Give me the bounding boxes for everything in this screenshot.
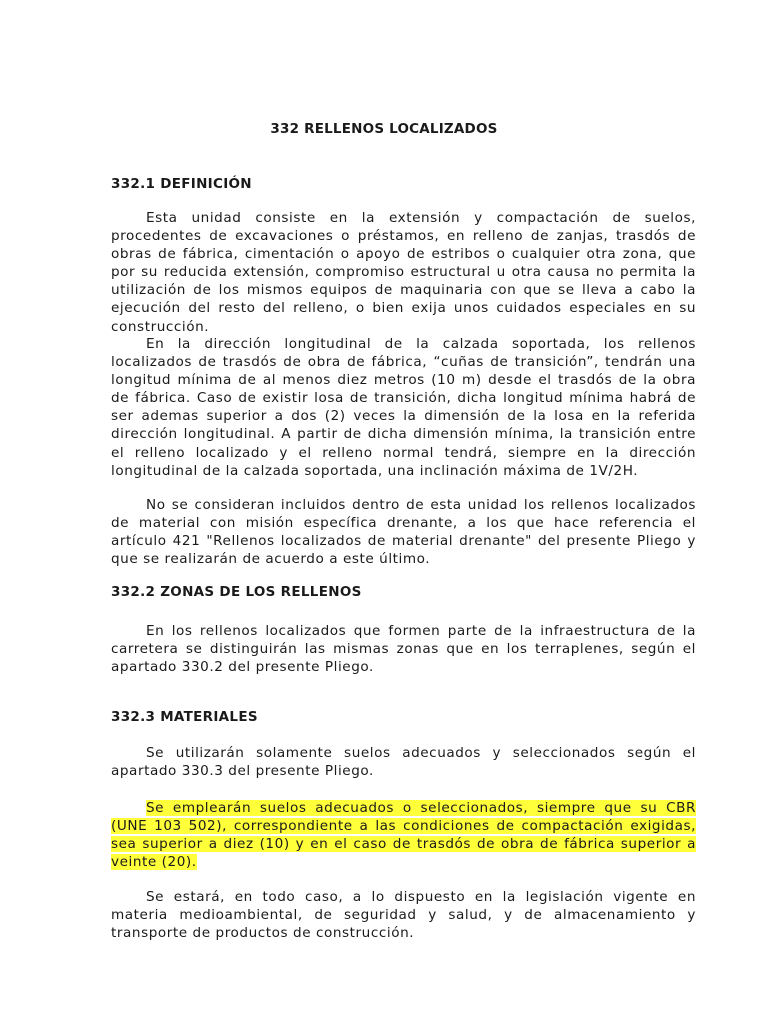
page-title: 332 RELLENOS LOCALIZADOS (270, 121, 498, 137)
section-heading-zonas: 332.2 ZONAS DE LOS RELLENOS (111, 584, 362, 600)
paragraph-definicion-2: En la dirección longitudinal de la calzada soportada, los rellenos localizados de trasdós de obra de fábrica, “cuñas de transición”, tendrán una longitud mínima de al menos diez metros (10 m) desde el trasdós de la obra de fábrica. Caso de existir losa de transición, dicha longitud mínima habrá de ser ademas superior a dos (2) veces la dimensión de la losa en la referida dirección longitudinal. A partir de dicha dimensión mínima, la transición entre el relleno localizado y el relleno normal tendrá, siempre en la dirección longitudinal de la calzada soportada, una inclinación máxima de 1V/2H. (111, 336, 696, 479)
section-heading-definicion: 332.1 DEFINICIÓN (111, 176, 252, 192)
paragraph-definicion-1: Esta unidad consiste en la extensión y compactación de suelos, procedentes de excavaciones o préstamos, en relleno de zanjas, trasdós de obras de fábrica, cimentación o apoyo de estribos o cualquier otra zona, que por su reducida extensión, compromiso estructural u otra causa no permita la utilización de los mismos equipos de maquinaria con que se lleva a cabo la ejecución del resto del relleno, o bien exija unos cuidados especiales en su construcción. (111, 210, 696, 335)
paragraph-zonas-1: En los rellenos localizados que formen parte de la infraestructura de la carretera se distinguirán las mismas zonas que en los terraplenes, según el apartado 330.2 del presente Pliego. (111, 623, 696, 676)
paragraph-materiales-2-highlighted (111, 799, 696, 871)
paragraph-materiales-3: Se estará, en todo caso, a lo dispuesto en la legislación vigente en materia medioambiental, de seguridad y salud, y de almacenamiento y transporte de productos de construcción. (111, 889, 696, 942)
paragraph-materiales-1: Se utilizarán solamente suelos adecuados y seleccionados según el apartado 330.3 del presente Pliego. (111, 745, 696, 780)
section-heading-materiales: 332.3 MATERIALES (111, 709, 258, 725)
highlighted-text: Se emplearán suelos adecuados o seleccionados, siempre que su CBR (UNE 103 502), correspondiente a las condiciones de compactación exigidas, sea superior a diez (10) y en el caso de trasdós de obra de fábrica superior a veinte (20). (111, 800, 696, 871)
paragraph-definicion-3: No se consideran incluidos dentro de esta unidad los rellenos localizados de material con misión específica drenante, a los que hace referencia el artículo 421 "Rellenos localizados de material drenante" del presente Pliego y que se realizarán de acuerdo a este último. (111, 497, 696, 568)
